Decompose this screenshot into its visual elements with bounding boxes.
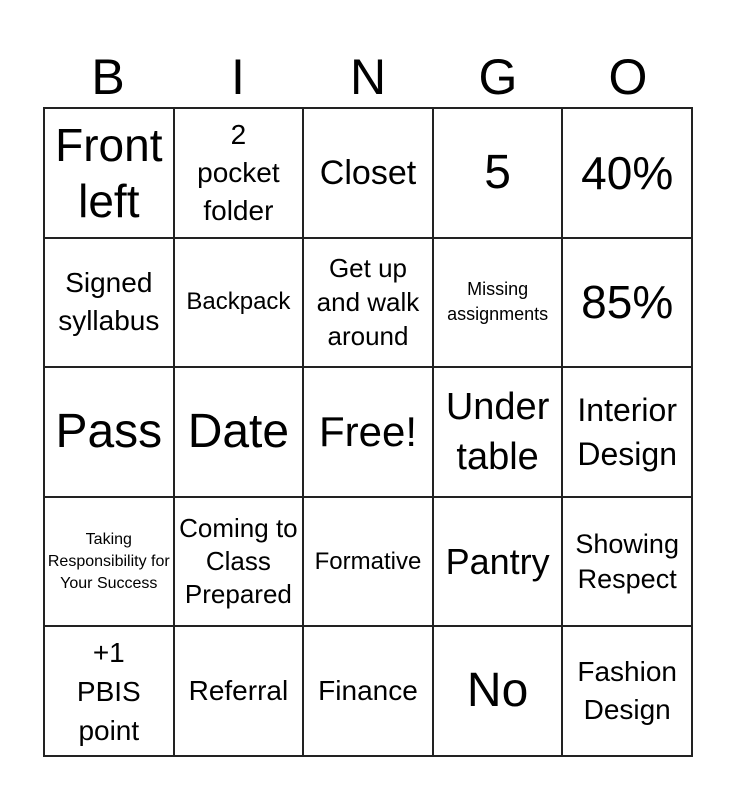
header-letter-g: G <box>478 49 518 105</box>
bingo-cell[interactable] <box>562 367 692 497</box>
cell-text: Coming to Class Prepared <box>179 513 298 610</box>
free-space[interactable] <box>303 367 433 497</box>
bingo-cell[interactable] <box>303 238 433 368</box>
bingo-cell[interactable] <box>174 497 304 627</box>
bingo-cell[interactable] <box>174 626 304 756</box>
cell-text: Referral <box>188 675 289 707</box>
cell-text: 40% <box>581 146 674 199</box>
header-letter-n: N <box>349 49 387 105</box>
header-letter-i: I <box>231 49 245 105</box>
cell-text: Under table <box>445 385 550 478</box>
cell-text: 85% <box>581 276 674 329</box>
bingo-cell[interactable] <box>44 497 174 627</box>
cell-text: No <box>466 664 529 718</box>
cell-text: Get up and walk around <box>316 253 420 352</box>
bingo-cell[interactable] <box>303 626 433 756</box>
cell-text: Formative <box>314 547 422 575</box>
cell-text: Signed syllabus <box>58 267 160 337</box>
cell-text: Date <box>187 404 290 458</box>
cell-text: Pass <box>55 404 163 458</box>
bingo-cell[interactable] <box>303 108 433 238</box>
cell-text: Backpack <box>186 288 291 316</box>
bingo-cell[interactable] <box>562 626 692 756</box>
bingo-cell[interactable] <box>562 497 692 627</box>
bingo-cell[interactable] <box>303 497 433 627</box>
cell-text: +1 PBIS point <box>76 636 141 746</box>
cell-text: Front left <box>55 118 163 227</box>
cell-text: Taking Responsibility for Your Success <box>47 530 170 592</box>
cell-text: Interior Design <box>577 391 677 472</box>
bingo-card <box>43 107 693 757</box>
bingo-cell[interactable] <box>174 108 304 238</box>
bingo-header <box>43 48 693 106</box>
cell-text: Finance <box>318 675 418 707</box>
cell-text: Free! <box>318 407 417 455</box>
cell-text: Closet <box>319 153 417 192</box>
bingo-cell[interactable] <box>433 626 563 756</box>
cell-text: Fashion Design <box>577 656 677 726</box>
cell-text: Missing assignments <box>447 279 549 325</box>
bingo-cell[interactable] <box>433 108 563 238</box>
bingo-cell[interactable] <box>44 367 174 497</box>
bingo-cell[interactable] <box>562 108 692 238</box>
bingo-cell[interactable] <box>562 238 692 368</box>
bingo-cell[interactable] <box>44 238 174 368</box>
bingo-cell[interactable] <box>44 108 174 238</box>
cell-text: Showing Respect <box>575 528 679 594</box>
header-letter-o: O <box>608 49 648 105</box>
cell-text: Pantry <box>445 540 550 582</box>
bingo-cell[interactable] <box>433 367 563 497</box>
bingo-cell[interactable] <box>174 238 304 368</box>
bingo-cell[interactable] <box>433 497 563 627</box>
header-letter-b: B <box>91 49 125 105</box>
bingo-cell[interactable] <box>44 626 174 756</box>
bingo-cell[interactable] <box>174 367 304 497</box>
bingo-cell[interactable] <box>433 238 563 368</box>
cell-text: 5 <box>484 145 511 199</box>
cell-text: 2 pocket folder <box>197 118 280 226</box>
